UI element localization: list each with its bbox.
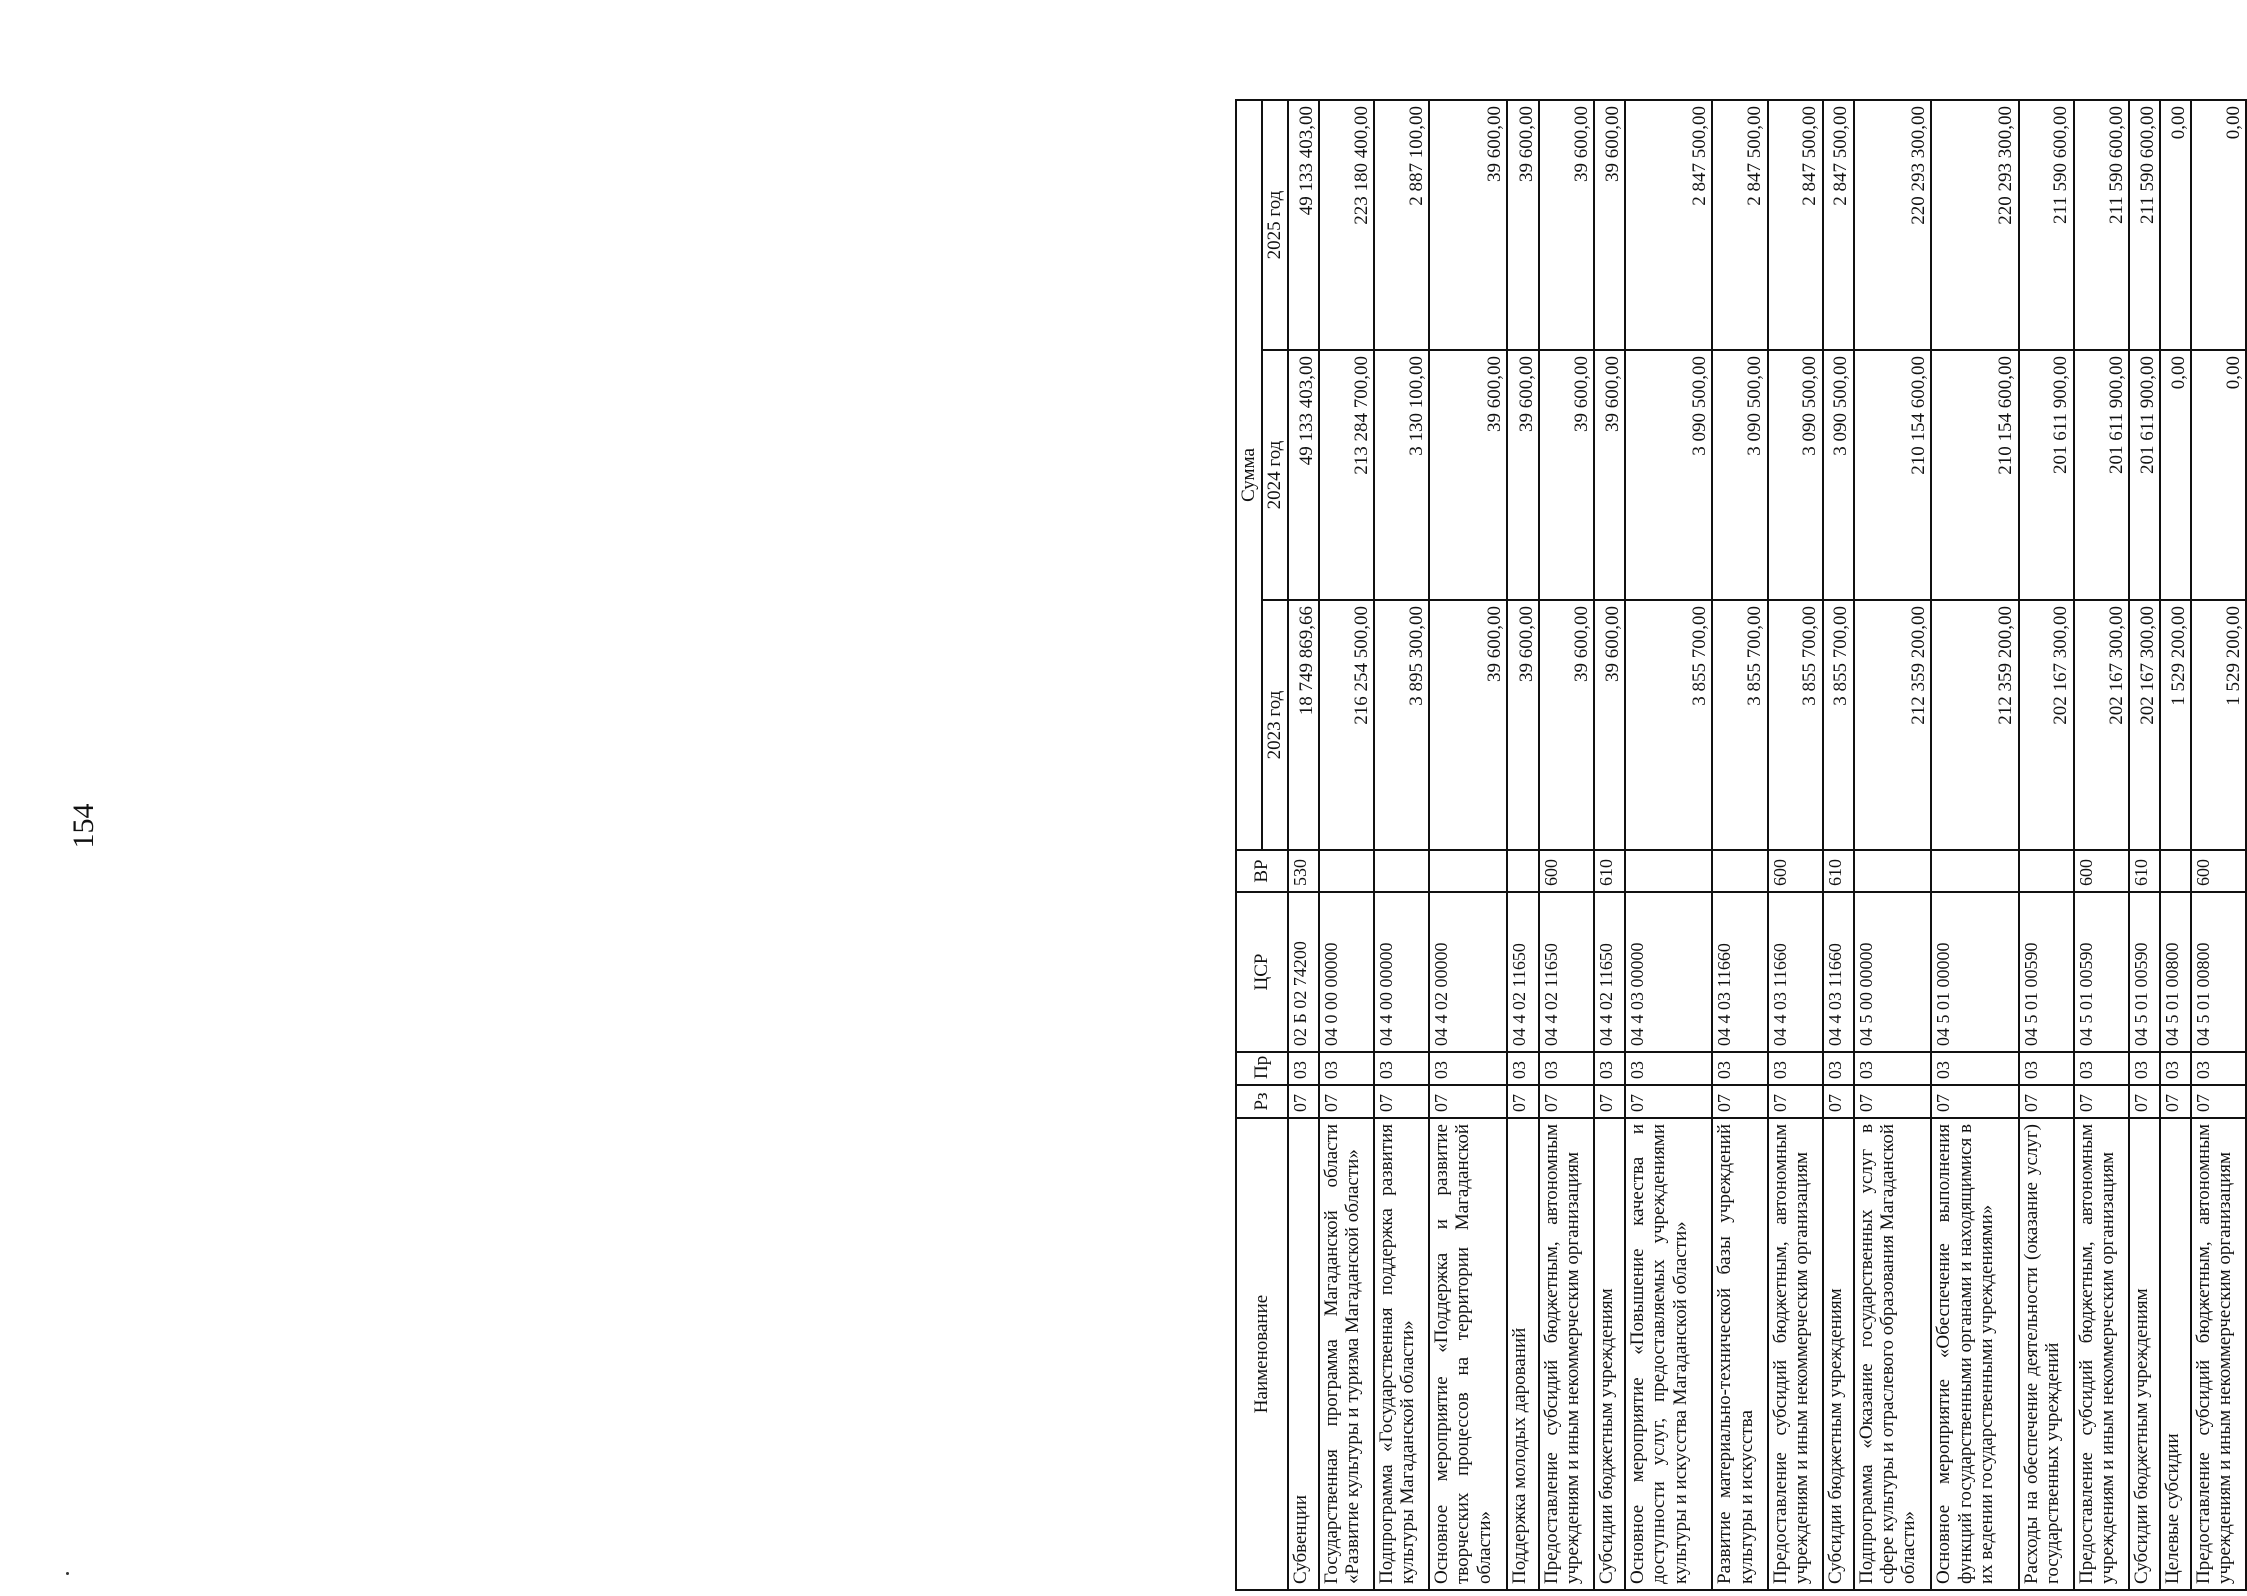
row-sum-2023: 1 529 200,00	[2191, 600, 2246, 850]
header-2024: 2024 год	[1262, 350, 1288, 600]
row-pr: 03	[1374, 1052, 1429, 1085]
row-sum-2023: 39 600,00	[1539, 600, 1594, 850]
row-csr: 04 4 02 11650	[1539, 892, 1594, 1052]
row-pr: 03	[1429, 1052, 1507, 1085]
row-name: Целевые субсидии	[2160, 1118, 2191, 1590]
header-name: Наименование	[1236, 1118, 1288, 1590]
row-rz: 07	[1931, 1085, 2018, 1118]
row-name: Основное мероприятие «Повышение качества и доступности услуг, предоставляемых учреждениями культуры и искусства Магаданской области»	[1625, 1118, 1712, 1590]
row-rz: 07	[1539, 1085, 1594, 1118]
row-rz: 07	[2129, 1085, 2160, 1118]
row-name: Предоставление субсидий бюджетным, автономным учреждениям и иным некоммерческим организациям	[2191, 1118, 2246, 1590]
row-vr: 530	[1288, 850, 1319, 892]
table-row	[1854, 100, 1932, 1590]
row-pr: 03	[1823, 1052, 1854, 1085]
header-rz: Рз	[1236, 1085, 1288, 1118]
table-row	[2160, 100, 2191, 1590]
row-pr: 03	[1712, 1052, 1767, 1085]
row-rz: 07	[1288, 1085, 1319, 1118]
row-sum-2023: 3 855 700,00	[1625, 600, 1712, 850]
row-name: Предоставление субсидий бюджетным, автономным учреждениям и иным некоммерческим организациям	[1768, 1118, 1823, 1590]
table-body	[1288, 100, 2246, 1590]
row-name: Расходы на обеспечение деятельности (оказание услуг) государственных учреждений	[2019, 1118, 2074, 1590]
row-sum-2023: 202 167 300,00	[2074, 600, 2129, 850]
row-name: Основное мероприятие «Поддержка и развитие творческих процессов на территории Магаданской области»	[1429, 1118, 1507, 1590]
row-pr: 03	[1507, 1052, 1539, 1085]
row-vr: 600	[1539, 850, 1594, 892]
row-pr: 03	[2074, 1052, 2129, 1085]
row-sum-2025: 39 600,00	[1539, 100, 1594, 350]
row-rz: 07	[1319, 1085, 1374, 1118]
row-rz: 07	[1712, 1085, 1767, 1118]
row-csr: 04 5 01 00590	[2129, 892, 2160, 1052]
row-sum-2024: 3 090 500,00	[1712, 350, 1767, 600]
row-csr: 04 5 01 00800	[2160, 892, 2191, 1052]
row-sum-2025: 0,00	[2191, 100, 2246, 350]
row-vr	[1854, 850, 1932, 892]
row-sum-2024: 0,00	[2160, 350, 2191, 600]
table-row	[2129, 100, 2160, 1590]
row-sum-2025: 2 847 500,00	[1823, 100, 1854, 350]
row-sum-2024: 3 090 500,00	[1625, 350, 1712, 600]
row-name: Субвенции	[1288, 1118, 1319, 1590]
row-sum-2024: 3 090 500,00	[1768, 350, 1823, 600]
row-pr: 03	[2160, 1052, 2191, 1085]
row-name: Основное мероприятие «Обеспечение выполнения функций государственными органами и находящимися в их ведении государственными учреждениями»	[1931, 1118, 2018, 1590]
row-rz: 07	[1625, 1085, 1712, 1118]
row-csr: 04 4 03 11660	[1768, 892, 1823, 1052]
row-sum-2024: 213 284 700,00	[1319, 350, 1374, 600]
row-sum-2023: 18 749 869,66	[1288, 600, 1319, 850]
row-rz: 07	[1854, 1085, 1932, 1118]
row-sum-2025: 220 293 300,00	[1854, 100, 1932, 350]
header-pr: Пр	[1236, 1052, 1288, 1085]
row-csr: 04 4 03 00000	[1625, 892, 1712, 1052]
row-pr: 03	[1539, 1052, 1594, 1085]
row-vr: 610	[2129, 850, 2160, 892]
row-sum-2024: 201 611 900,00	[2129, 350, 2160, 600]
row-csr: 04 4 03 11660	[1823, 892, 1854, 1052]
table-row	[1429, 100, 1507, 1590]
row-sum-2025: 211 590 600,00	[2019, 100, 2074, 350]
row-vr	[1931, 850, 2018, 892]
row-csr: 04 4 02 00000	[1429, 892, 1507, 1052]
row-pr: 03	[1768, 1052, 1823, 1085]
row-rz: 07	[2074, 1085, 2129, 1118]
row-sum-2025: 2 847 500,00	[1712, 100, 1767, 350]
row-sum-2025: 2 847 500,00	[1768, 100, 1823, 350]
table-row	[2019, 100, 2074, 1590]
row-rz: 07	[1374, 1085, 1429, 1118]
row-rz: 07	[1768, 1085, 1823, 1118]
header-sum: Сумма	[1236, 100, 1262, 850]
row-sum-2024: 210 154 600,00	[1854, 350, 1932, 600]
table-row	[1768, 100, 1823, 1590]
header-vr: ВР	[1236, 850, 1288, 892]
row-sum-2023: 1 529 200,00	[2160, 600, 2191, 850]
row-vr: 600	[2074, 850, 2129, 892]
row-csr: 04 5 00 00000	[1854, 892, 1932, 1052]
row-pr: 03	[2129, 1052, 2160, 1085]
row-sum-2024: 201 611 900,00	[2074, 350, 2129, 600]
row-name: Предоставление субсидий бюджетным, автономным учреждениям и иным некоммерческим организациям	[1539, 1118, 1594, 1590]
row-sum-2025: 2 887 100,00	[1374, 100, 1429, 350]
row-vr	[1374, 850, 1429, 892]
row-sum-2025: 211 590 600,00	[2074, 100, 2129, 350]
row-sum-2025: 2 847 500,00	[1625, 100, 1712, 350]
row-rz: 07	[2160, 1085, 2191, 1118]
table-row	[2074, 100, 2129, 1590]
row-sum-2024: 210 154 600,00	[1931, 350, 2018, 600]
row-vr: 600	[1768, 850, 1823, 892]
row-name: Субсидии бюджетным учреждениям	[1594, 1118, 1625, 1590]
row-sum-2023: 39 600,00	[1429, 600, 1507, 850]
table-row	[1374, 100, 1429, 1590]
row-csr: 04 5 01 00800	[2191, 892, 2246, 1052]
table-row	[2191, 100, 2246, 1590]
row-sum-2023: 39 600,00	[1507, 600, 1539, 850]
row-sum-2023: 202 167 300,00	[2129, 600, 2160, 850]
row-csr: 02 Б 02 74200	[1288, 892, 1319, 1052]
row-sum-2023: 3 895 300,00	[1374, 600, 1429, 850]
row-name: Подпрограмма «Оказание государственных услуг в сфере культуры и отраслевого образования Магаданской области»	[1854, 1118, 1932, 1590]
row-rz: 07	[1429, 1085, 1507, 1118]
row-vr	[1625, 850, 1712, 892]
row-csr: 04 4 02 11650	[1594, 892, 1625, 1052]
row-sum-2024: 0,00	[2191, 350, 2246, 600]
row-sum-2025: 39 600,00	[1429, 100, 1507, 350]
row-sum-2023: 212 359 200,00	[1931, 600, 2018, 850]
row-sum-2023: 202 167 300,00	[2019, 600, 2074, 850]
row-csr: 04 4 00 00000	[1374, 892, 1429, 1052]
row-sum-2024: 39 600,00	[1429, 350, 1507, 600]
row-pr: 03	[1625, 1052, 1712, 1085]
row-pr: 03	[2191, 1052, 2246, 1085]
row-csr: 04 5 01 00590	[2074, 892, 2129, 1052]
row-name: Поддержка молодых дарований	[1507, 1118, 1539, 1590]
table-row	[1625, 100, 1712, 1590]
rotated-table-wrapper	[1235, 101, 2247, 1591]
row-vr	[1319, 850, 1374, 892]
table-row	[1594, 100, 1625, 1590]
row-sum-2024: 39 600,00	[1539, 350, 1594, 600]
row-vr: 600	[2191, 850, 2246, 892]
row-sum-2025: 223 180 400,00	[1319, 100, 1374, 350]
table-row	[1507, 100, 1539, 1590]
row-rz: 07	[1823, 1085, 1854, 1118]
table-row	[1288, 100, 1319, 1590]
row-name: Субсидии бюджетным учреждениям	[2129, 1118, 2160, 1590]
row-sum-2024: 3 090 500,00	[1823, 350, 1854, 600]
row-csr: 04 4 03 11660	[1712, 892, 1767, 1052]
page-number: 154	[67, 803, 100, 849]
budget-table	[1235, 99, 2247, 1591]
row-pr: 03	[1594, 1052, 1625, 1085]
row-rz: 07	[1594, 1085, 1625, 1118]
row-sum-2023: 3 855 700,00	[1768, 600, 1823, 850]
row-sum-2024: 201 611 900,00	[2019, 350, 2074, 600]
row-sum-2023: 39 600,00	[1594, 600, 1625, 850]
row-vr	[2160, 850, 2191, 892]
row-pr: 03	[1288, 1052, 1319, 1085]
row-sum-2023: 3 855 700,00	[1823, 600, 1854, 850]
row-rz: 07	[2019, 1085, 2074, 1118]
row-pr: 03	[1319, 1052, 1374, 1085]
row-sum-2023: 216 254 500,00	[1319, 600, 1374, 850]
row-sum-2024: 3 130 100,00	[1374, 350, 1429, 600]
row-sum-2025: 39 600,00	[1507, 100, 1539, 350]
table-row	[1319, 100, 1374, 1590]
row-rz: 07	[2191, 1085, 2246, 1118]
row-name: Подпрограмма «Государственная поддержка развития культуры Магаданской области»	[1374, 1118, 1429, 1590]
header-2023: 2023 год	[1262, 600, 1288, 850]
row-csr: 04 5 01 00590	[2019, 892, 2074, 1052]
header-csr: ЦСР	[1236, 892, 1288, 1052]
row-name: Предоставление субсидий бюджетным, автономным учреждениям и иным некоммерческим организациям	[2074, 1118, 2129, 1590]
row-sum-2024: 39 600,00	[1594, 350, 1625, 600]
table-row	[1712, 100, 1767, 1590]
row-csr: 04 4 02 11650	[1507, 892, 1539, 1052]
row-name: Развитие материально-технической базы учреждений культуры и искусства	[1712, 1118, 1767, 1590]
row-sum-2025: 49 133 403,00	[1288, 100, 1319, 350]
table-row	[1931, 100, 2018, 1590]
row-sum-2023: 3 855 700,00	[1712, 600, 1767, 850]
row-sum-2023: 212 359 200,00	[1854, 600, 1932, 850]
row-name: Государственная программа Магаданской области «Развитие культуры и туризма Магаданской области»	[1319, 1118, 1374, 1590]
row-vr	[1507, 850, 1539, 892]
row-vr	[1429, 850, 1507, 892]
table-row	[1823, 100, 1854, 1590]
row-csr: 04 5 01 00000	[1931, 892, 2018, 1052]
row-sum-2025: 211 590 600,00	[2129, 100, 2160, 350]
row-sum-2024: 49 133 403,00	[1288, 350, 1319, 600]
table-row	[1539, 100, 1594, 1590]
row-pr: 03	[1931, 1052, 2018, 1085]
row-sum-2025: 39 600,00	[1594, 100, 1625, 350]
row-pr: 03	[1854, 1052, 1932, 1085]
row-vr	[2019, 850, 2074, 892]
row-vr: 610	[1594, 850, 1625, 892]
row-vr: 610	[1823, 850, 1854, 892]
row-sum-2025: 0,00	[2160, 100, 2191, 350]
row-name: Субсидии бюджетным учреждениям	[1823, 1118, 1854, 1590]
row-pr: 03	[2019, 1052, 2074, 1085]
row-csr: 04 0 00 00000	[1319, 892, 1374, 1052]
row-rz: 07	[1507, 1085, 1539, 1118]
row-vr	[1712, 850, 1767, 892]
scan-speck	[66, 1572, 69, 1575]
header-2025: 2025 год	[1262, 100, 1288, 350]
row-sum-2024: 39 600,00	[1507, 350, 1539, 600]
row-sum-2025: 220 293 300,00	[1931, 100, 2018, 350]
